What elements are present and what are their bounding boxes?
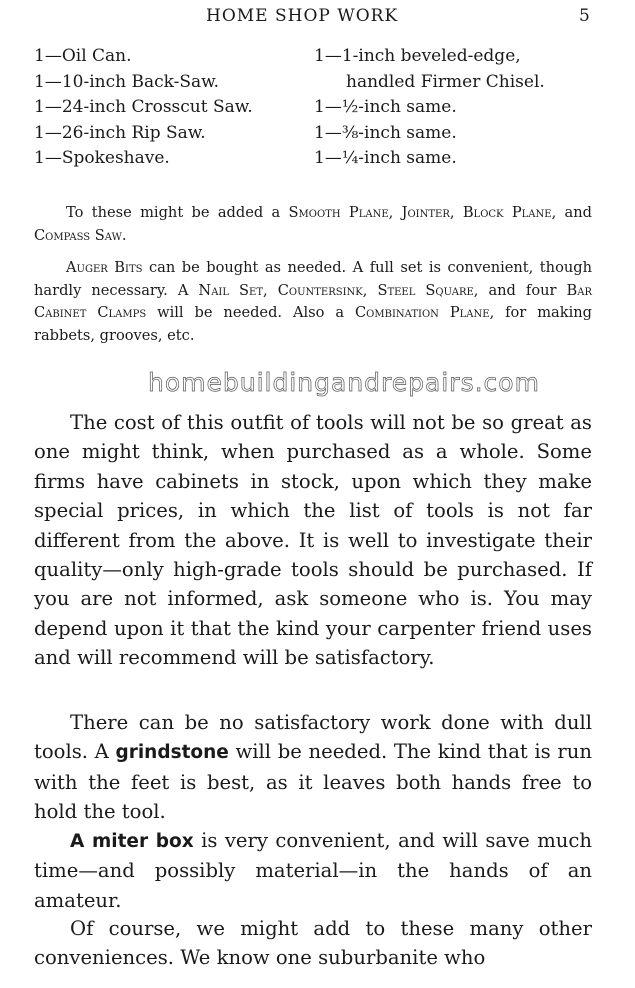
tool-item: 1—⅜-inch same. — [314, 122, 457, 143]
paragraph-2: There can be no satisfactory work done with dull tools. A grindstone will be needed. The kind that is run with the feet is best, as it leaves both hands free to hold the tool. — [34, 711, 592, 824]
tool-item: 1—Oil Can. — [34, 46, 132, 66]
tool-item: 1—24-inch Crosscut Saw. — [34, 97, 253, 117]
paragraph-1: The cost of this outfit of tools will not be so great as one might think, when purchased as a whole. Some firms have cabinets in stock, upon which they make special prices, in which the list of tools is not far different from the above. It is well to investigate their quality—only high-grade tools should be purchased. If you are not informed, ask someone who is. You may depend upon it that the kind your carpenter friend uses and will recommend will be satisfactory. — [34, 411, 592, 670]
tool-item: 1—½-inch same. — [314, 97, 457, 117]
watermark: homebuildingandrepairs.com — [148, 368, 540, 397]
page-number: 5 — [579, 6, 590, 26]
note-paragraph-1: To these might be added a Smooth Plane, Jointer, Block Plane, and Compass Saw. — [34, 204, 592, 244]
note-paragraph-2: Auger Bits can be bought as needed. A full set is convenient, though hardly necessary. A Nail Set, Countersink, Steel Square, and four Bar Cabinet Clamps will be needed. Also a Combination Plane, for making rabbets, grooves, etc. — [34, 259, 593, 344]
tool-item: 1—Spokeshave. — [34, 148, 170, 168]
tool-item: 1—26-inch Rip Saw. — [34, 122, 206, 143]
tool-list-left — [34, 44, 253, 172]
tool-list-right — [314, 44, 545, 172]
running-head: HOME SHOP WORK — [206, 6, 399, 26]
paragraph-4: Of course, we might add to these many other conveniences. We know one suburbanite who — [34, 917, 592, 970]
page-header — [0, 6, 635, 30]
tool-item: 1—¼-inch same. — [314, 148, 457, 168]
tool-item: 1—10-inch Back-Saw. — [34, 71, 220, 92]
tool-item-continuation: handled Firmer Chisel. — [346, 71, 545, 92]
paragraph-3: A miter box is very convenient, and will save much time—and possibly material—in the hands of an amateur. — [34, 829, 592, 912]
tool-item: 1—1-inch beveled-edge, — [314, 46, 521, 66]
